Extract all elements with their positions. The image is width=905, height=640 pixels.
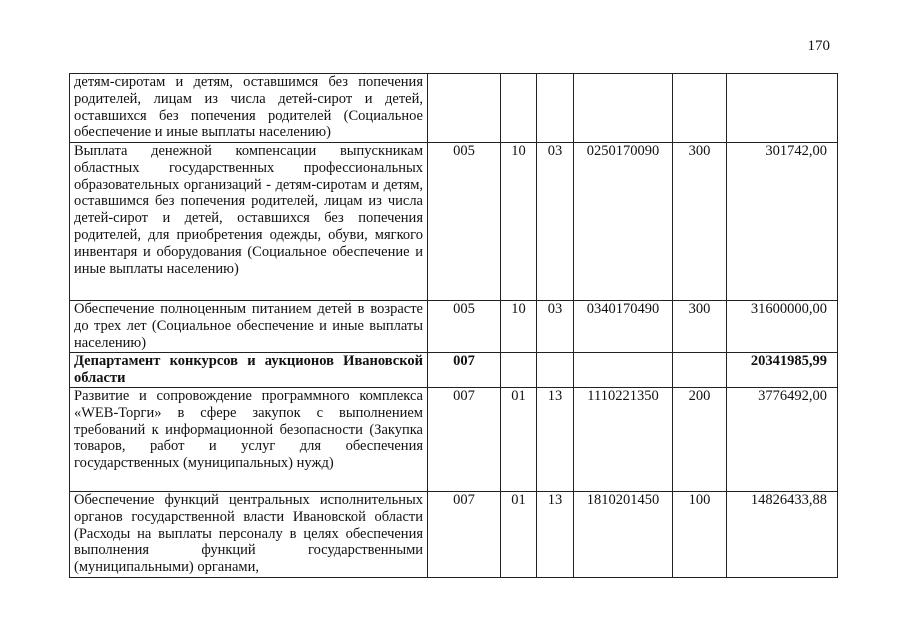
subsection-code: 03 (537, 301, 574, 353)
target-article-code: 0250170090 (574, 143, 673, 301)
subsection-code: 13 (537, 388, 574, 492)
table-row (70, 301, 838, 353)
target-article-code (574, 353, 673, 388)
amount-value (727, 74, 838, 143)
expense-type-code: 100 (673, 492, 727, 578)
table-row (70, 388, 838, 492)
row-description: Обеспечение функций центральных исполнительных органов государственной власти Ивановской области (Расходы на выплаты персоналу в целях обеспечения выполнения функций государственными (муниципальными) органами, (70, 492, 428, 578)
expense-type-code: 300 (673, 143, 727, 301)
amount-value: 3776492,00 (727, 388, 838, 492)
ministry-code: 005 (428, 301, 501, 353)
table-row (70, 492, 838, 578)
target-article-code: 1810201450 (574, 492, 673, 578)
amount-value: 14826433,88 (727, 492, 838, 578)
row-description: Выплата денежной компенсации выпускникам областных государственных профессиональных образовательных организаций - детям-сиротам и детям, оставшимся без попечения родителей, лицам из числа детей-сирот и детей, оставшихся без попечения родителей, для приобретения одежды, обуви, мягкого инвентаря и оборудования (Социальное обеспечение и иные выплаты населению) (70, 143, 428, 301)
section-code (501, 353, 537, 388)
page-number: 170 (807, 38, 830, 54)
expense-type-code: 200 (673, 388, 727, 492)
budget-table (69, 73, 838, 578)
subsection-code (537, 353, 574, 388)
section-code (501, 74, 537, 143)
subsection-code (537, 74, 574, 143)
section-code: 01 (501, 492, 537, 578)
expense-type-code (673, 74, 727, 143)
ministry-code: 007 (428, 492, 501, 578)
expense-type-code: 300 (673, 301, 727, 353)
section-code: 01 (501, 388, 537, 492)
target-article-code (574, 74, 673, 143)
amount-value: 20341985,99 (727, 353, 838, 388)
target-article-code: 0340170490 (574, 301, 673, 353)
subsection-code: 13 (537, 492, 574, 578)
ministry-code (428, 74, 501, 143)
target-article-code: 1110221350 (574, 388, 673, 492)
section-code: 10 (501, 301, 537, 353)
row-description: Обеспечение полноценным питанием детей в возрасте до трех лет (Социальное обеспечение и иные выплаты населению) (70, 301, 428, 353)
row-description: детям-сиротам и детям, оставшимся без попечения родителей, лицам из числа детей-сирот и детей, оставшихся без попечения родителей (Социальное обеспечение и иные выплаты населению) (70, 74, 428, 143)
row-description: Департамент конкурсов и аукционов Ивановской области (70, 353, 428, 388)
subsection-code: 03 (537, 143, 574, 301)
amount-value: 31600000,00 (727, 301, 838, 353)
table-row (70, 143, 838, 301)
ministry-code: 007 (428, 388, 501, 492)
ministry-code: 007 (428, 353, 501, 388)
ministry-code: 005 (428, 143, 501, 301)
expense-type-code (673, 353, 727, 388)
table-row (70, 74, 838, 143)
row-description: Развитие и сопровождение программного комплекса «WEB-Торги» в сфере закупок с выполнением требований к информационной безопасности (Закупка товаров, работ и услуг для обеспечения государственных (муниципальных) нужд) (70, 388, 428, 492)
table-row (70, 353, 838, 388)
section-code: 10 (501, 143, 537, 301)
amount-value: 301742,00 (727, 143, 838, 301)
